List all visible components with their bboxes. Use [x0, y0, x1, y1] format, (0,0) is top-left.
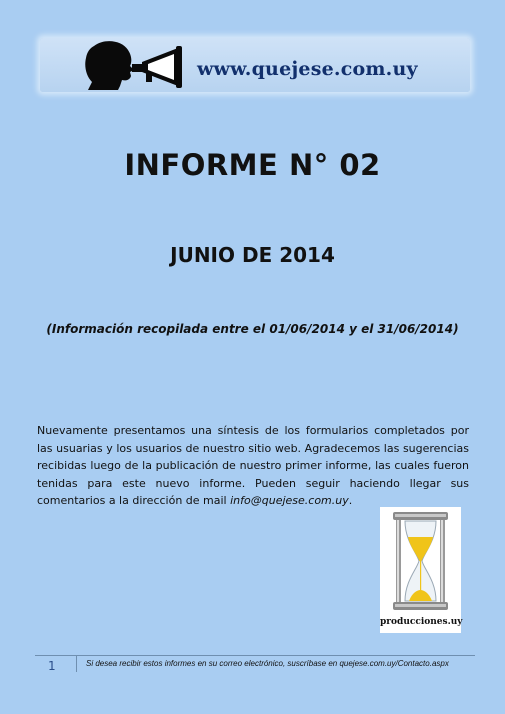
site-url[interactable]: www.quejese.com.uy [197, 58, 418, 80]
footer-divider [35, 655, 475, 656]
report-subtitle: JUNIO DE 2014 [170, 243, 335, 267]
header-banner [40, 38, 470, 92]
intro-paragraph [37, 422, 469, 510]
report-title: INFORME N° 02 [124, 148, 381, 182]
intro-end: . [348, 494, 353, 507]
hourglass-label: producciones.uy [380, 617, 463, 627]
producciones-image [380, 507, 461, 633]
person-megaphone-icon [82, 40, 192, 90]
intro-text: Nuevamente presentamos una síntesis de los formularios completados por las usuarias y los usuarios de nuestro sitio web. Agradecemos las sugerencias recibidas luego de la publicación de nuestro primer informe, las cuales fueron tenidas para este nuevo informe. Pueden seguir haciendo llegar sus comentarios a la dirección de mail [37, 424, 469, 507]
date-range: (Información recopilada entre el 01/06/2014 y el 31/06/2014) [46, 322, 459, 336]
page-number: 1 [48, 659, 56, 673]
footer-separator [76, 656, 77, 672]
footer-note: Si desea recibir estos informes en su correo electrónico, suscríbase en quejese.com.uy/Contacto.aspx [86, 659, 449, 668]
hourglass-icon [380, 507, 461, 615]
email-link[interactable]: info@quejese.com.uy [230, 494, 349, 507]
